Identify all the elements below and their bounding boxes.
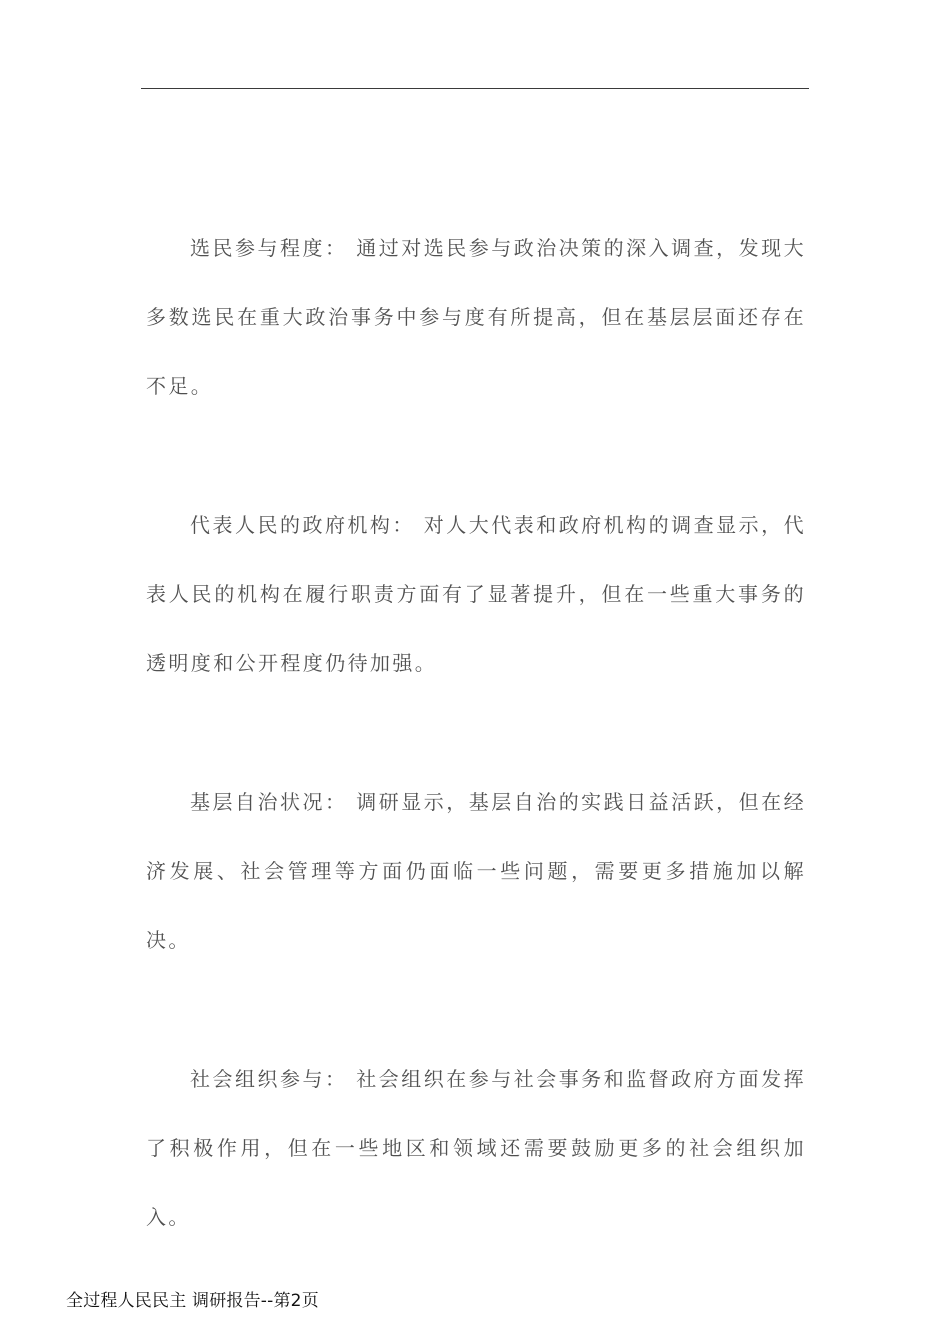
- paragraph-voter-participation: [146, 214, 806, 421]
- paragraph-heading: 代表人民的政府机构：: [190, 513, 415, 537]
- page-footer: 全过程人民民主 调研报告--第2页: [66, 1291, 319, 1311]
- paragraph-heading: 社会组织参与：: [190, 1067, 348, 1091]
- paragraph-body: 对人大代表和政府机构的调查显示，代表人民的机构在履行职责方面有了显著提升，但在一些重大事务的透明度和公开程度仍待加强。: [146, 513, 806, 675]
- paragraph-heading: 基层自治状况：: [190, 790, 348, 814]
- paragraph-body: 通过对选民参与政治决策的深入调查，发现大多数选民在重大政治事务中参与度有所提高，但在基层层面还存在不足。: [146, 236, 806, 398]
- header-rule: [141, 88, 809, 89]
- paragraph-government-institutions: [146, 491, 806, 698]
- paragraph-body: 调研显示，基层自治的实践日益活跃，但在经济发展、社会管理等方面仍面临一些问题，需要更多措施加以解决。: [146, 790, 806, 952]
- paragraph-grassroots-autonomy: [146, 768, 806, 975]
- paragraph-heading: 选民参与程度：: [190, 236, 348, 260]
- paragraph-social-organizations: [146, 1045, 806, 1252]
- paragraph-body: 社会组织在参与社会事务和监督政府方面发挥了积极作用，但在一些地区和领域还需要鼓励更多的社会组织加入。: [146, 1067, 806, 1229]
- document-body: [146, 214, 806, 1322]
